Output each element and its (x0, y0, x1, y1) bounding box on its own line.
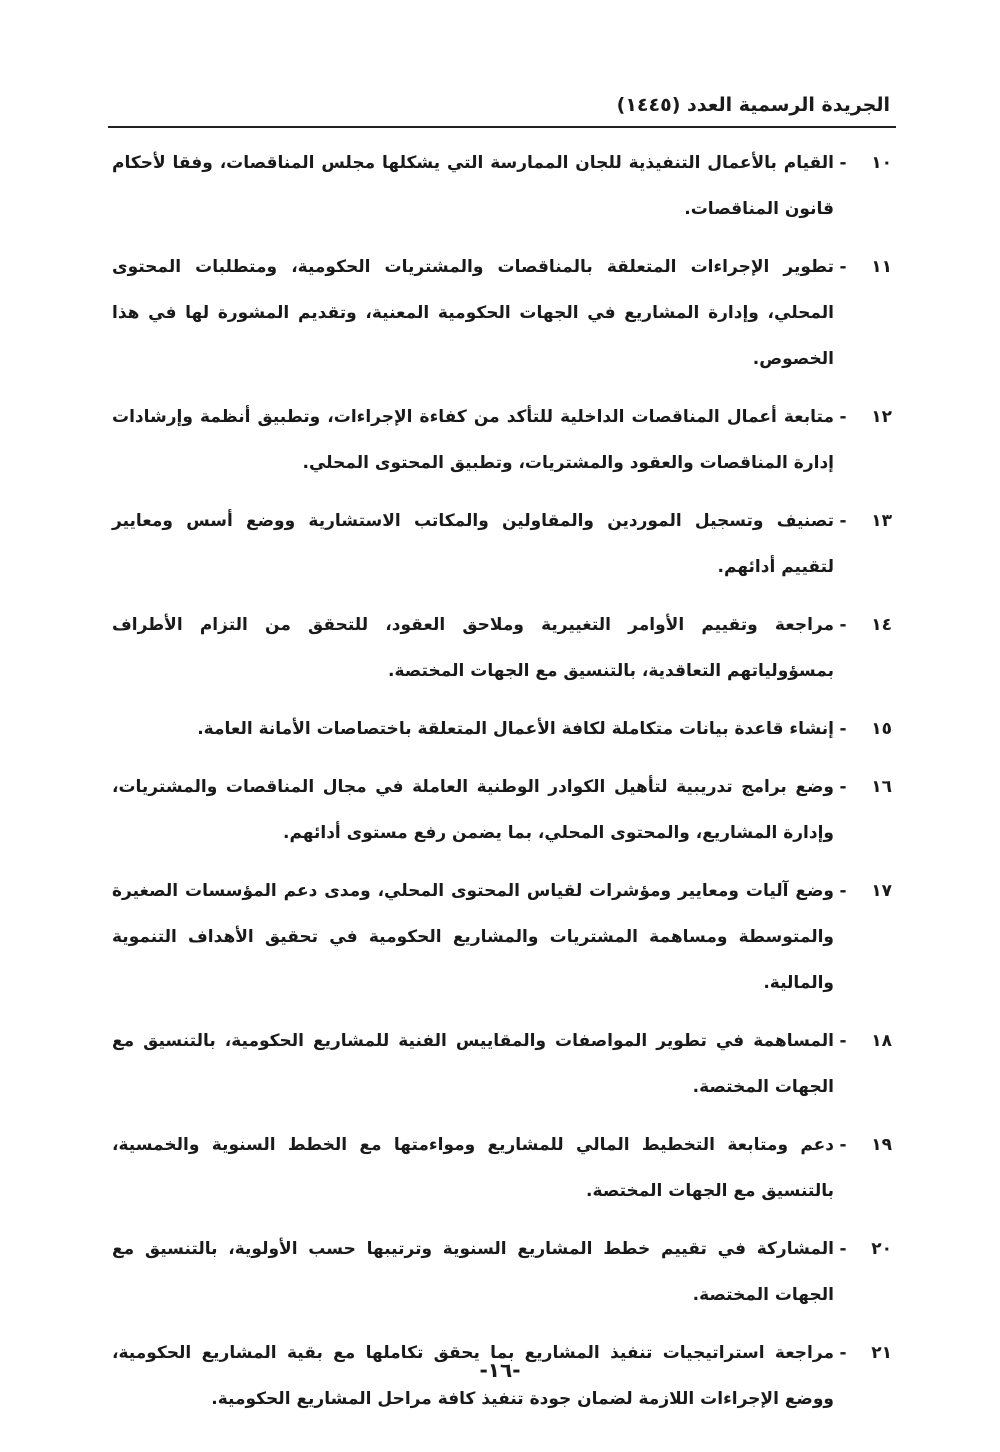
item-text: إنشاء قاعدة بيانات متكاملة لكافة الأعمال المتعلقة باختصاصات الأمانة العامة. (197, 719, 834, 739)
item-text: دعم ومتابعة التخطيط المالي للمشاريع ومواءمتها مع الخطط السنوية والخمسية، بالتنسيق مع الجهات المختصة. (112, 1135, 834, 1201)
item-text: المشاركة في تقييم خطط المشاريع السنوية وترتيبها حسب الأولوية، بالتنسيق مع الجهات المختصة. (112, 1239, 834, 1305)
item-dash: - (839, 1239, 847, 1259)
item-text: المساهمة في تطوير المواصفات والمقاييس الفنية للمشاريع الحكومية، بالتنسيق مع الجهات المختصة. (112, 1031, 834, 1097)
list-item (112, 1018, 892, 1110)
item-text: مراجعة وتقييم الأوامر التغييرية وملاحق العقود، للتحقق من التزام الأطراف بمسؤولياتهم التعاقدية، بالتنسيق مع الجهات المختصة. (112, 615, 834, 681)
item-dash: - (839, 1031, 847, 1051)
item-number: ١٩ (871, 1135, 892, 1155)
item-number: ٢١ (871, 1343, 892, 1363)
list-item (112, 602, 892, 694)
item-text: تصنيف وتسجيل الموردين والمقاولين والمكاتب الاستشارية ووضع أسس ومعايير لتقييم أدائهم. (112, 511, 834, 577)
item-number: ١٤ (871, 615, 892, 635)
header-divider (108, 126, 896, 128)
item-text: وضع آليات ومعايير ومؤشرات لقياس المحتوى المحلي، ومدى دعم المؤسسات الصغيرة والمتوسطة ومساهمة المشتريات والمشاريع الحكومية في تحقيق الأهداف التنموية والمالية. (112, 881, 834, 993)
item-text: وضع برامج تدريبية لتأهيل الكوادر الوطنية العاملة في مجال المناقصات والمشتريات، وإدارة المشاريع، والمحتوى المحلي، بما يضمن رفع مستوى أدائهم. (112, 777, 834, 843)
list-item (112, 1122, 892, 1214)
article-items-list (112, 140, 892, 1434)
item-dash: - (839, 615, 847, 635)
item-dash: - (839, 777, 847, 797)
list-item (112, 244, 892, 382)
list-item (112, 706, 892, 752)
item-number: ١٣ (871, 511, 892, 531)
item-number: ١٢ (871, 407, 892, 427)
item-number: ١٥ (871, 719, 892, 739)
item-number: ٢٠ (871, 1239, 892, 1259)
item-dash: - (839, 1343, 847, 1363)
list-item (112, 1226, 892, 1318)
gazette-header-title: الجريدة الرسمية العدد (١٤٤٥) (616, 94, 890, 116)
item-text: مراجعة استراتيجيات تنفيذ المشاريع بما يحقق تكاملها مع بقية المشاريع الحكومية، ووضع الإجراءات اللازمة لضمان جودة تنفيذ كافة مراحل المشاريع الحكومية. (112, 1343, 834, 1409)
item-number: ١٦ (871, 777, 892, 797)
item-dash: - (839, 881, 847, 901)
list-item (112, 498, 892, 590)
item-dash: - (839, 1135, 847, 1155)
item-number: ١٠ (871, 153, 892, 173)
item-dash: - (839, 153, 847, 173)
item-dash: - (839, 511, 847, 531)
list-item (112, 394, 892, 486)
item-dash: - (839, 407, 847, 427)
list-item (112, 764, 892, 856)
item-dash: - (839, 719, 847, 739)
list-item (112, 868, 892, 1006)
item-number: ١٧ (871, 881, 892, 901)
item-number: ١٨ (871, 1031, 892, 1051)
item-text: القيام بالأعمال التنفيذية للجان الممارسة التي يشكلها مجلس المناقصات، وفقا لأحكام قانون المناقصات. (112, 153, 834, 219)
item-number: ١١ (871, 257, 892, 277)
item-dash: - (839, 257, 847, 277)
page-number: -١٦- (479, 1358, 521, 1382)
item-text: تطوير الإجراءات المتعلقة بالمناقصات والمشتريات الحكومية، ومتطلبات المحتوى المحلي، وإدارة المشاريع في الجهات الحكومية المعنية، وتقديم المشورة لها في هذا الخصوص. (112, 257, 834, 369)
item-text: متابعة أعمال المناقصات الداخلية للتأكد من كفاءة الإجراءات، وتطبيق أنظمة وإرشادات إدارة المناقصات والعقود والمشتريات، وتطبيق المحتوى المحلي. (112, 407, 834, 473)
list-item (112, 140, 892, 232)
